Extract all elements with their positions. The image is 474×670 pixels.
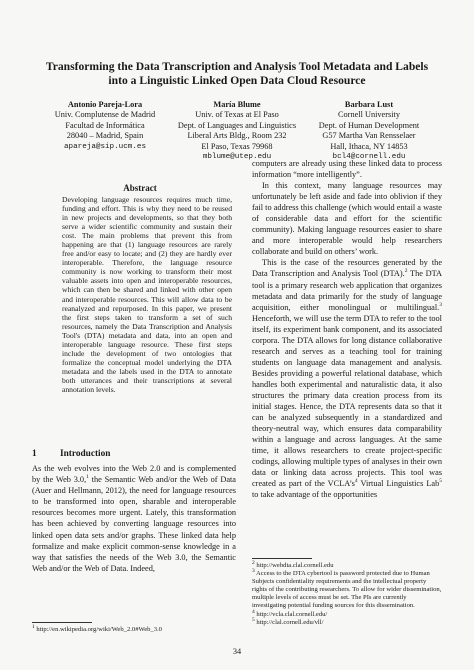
footnote	[252, 559, 442, 570]
right-column	[252, 158, 442, 500]
author-name: María Blume	[213, 100, 261, 109]
intro-text: As the web evolves into the Web 2.0 and is complemented by the Web 3.0,	[32, 464, 236, 485]
paper-title: Transforming the Data Transcription and Analysis Tool Metadata and Labels into a Linguistic Linked Open Data Cloud Resource	[45, 60, 429, 87]
footnote-number: 2	[252, 559, 255, 566]
author-block-1	[30, 100, 180, 152]
paragraph-text: The DTA tool is a primary research web application that organizes metadata and data primarily for the study of language acquisition, either monolingual or multilingual.	[252, 269, 442, 312]
paragraph-text: to take advantage of the opportunities	[252, 490, 378, 500]
paragraph-text: This is the case of the resources generated by the Data Transcription and Analysis Tool (DTA).	[252, 258, 442, 279]
author-email: apareja@sip.ucm.es	[63, 142, 147, 151]
footnote-marker: 1	[86, 474, 89, 481]
footnotes-right	[252, 558, 442, 627]
footnote-number: 1	[32, 623, 35, 630]
footnote-rule	[32, 622, 92, 623]
paragraph-text: Virtual Linguistics Lab	[357, 479, 440, 489]
abstract-body	[62, 195, 232, 394]
paragraph: computers are already using these linked data to process information “more intelligently”.	[252, 159, 442, 180]
author-affiliation-line: El Paso, Texas 79968	[201, 141, 273, 151]
author-affiliation-line: Cornell University	[338, 110, 400, 120]
footnote-marker: 4	[354, 478, 358, 485]
section-number: 1	[32, 449, 37, 459]
author-affiliation-line: Hall, Ithaca, NY 14853	[330, 141, 408, 151]
footnote-link[interactable]: http://webdta.clal.cornell.edu	[256, 562, 334, 569]
author-affiliation-line: Univ. of Texas at El Paso	[195, 110, 279, 120]
footnote-marker: 2	[404, 268, 408, 275]
footnote-text: Access to the DTA cybertool is password protected due to Human Subjects confidentiality requirements and the intellectual property rights of the contributing researchers. To allow for wider dissemination, multiple levels of access must be set. The PIs are currently investigating potential funding sources for this dissemination.	[252, 570, 442, 610]
footnote-marker: 3	[439, 301, 442, 308]
author-email: bcl4@cornell.edu	[332, 153, 406, 162]
footnote-number: 4	[252, 608, 255, 615]
abstract-text: Developing language resources requires much time, funding and effort. This is why they need to be reused in new projects and developments, so that they both serve a wider scientific community and sustain their cost. The main problems that prevent this from happening are that (1) language resources are rarely free and/or easy to locate; and (2) they are hardly ever interoperable. Therefore, the language resource community is now working to transform their most valuable assets into open and interoperable resources, which can then be shared and linked with other open and interoperable resources. This will allow data to be reanalyzed and repurposed. In this paper, we present the first steps taken to transform a set of such resources, namely the Data Transcription and Analysis Tool's (DTA) metadata and data, into an open and interoperable language resource. These first steps include the development of two ontologies that formalize the conceptual model underlying the DTA metadata and the labels used in the DTA to annotate both utterances and their transcriptions at several annotation levels.	[62, 195, 232, 394]
footnote	[32, 623, 236, 634]
author-affiliation-line: Liberal Arts Bldg., Room 232	[187, 131, 287, 141]
page-number: 34	[232, 647, 242, 656]
author-affiliation-line: Univ. Complutense de Madrid	[54, 110, 156, 120]
author-affiliation-line: Dept. of Languages and Linguistics	[177, 120, 297, 130]
author-affiliation-line: Dept. of Human Development	[318, 120, 420, 130]
paragraph	[252, 257, 442, 500]
footnote-link[interactable]: http://clal.cornell.edu/vll/	[256, 618, 324, 626]
author-block-2	[162, 100, 312, 162]
footnote	[252, 567, 442, 610]
footnote-number: 3	[252, 567, 255, 574]
footnote-rule	[252, 558, 312, 559]
paragraph-text: Henceforth, we will use the term DTA to refer to the tool itself, its experiment bank component, and its associated corpora. The DTA allows for long distance collaborative research and serves as a teaching tool for training students on language data management and analysis. Besides providing a powerful relational database, which handles both experimental and naturalistic data, it also structures the primary data creation process from its initial stages. Hence, the DTA represents data so that it can be analyzed subsequently in a standardized and theory-neutral way, which ensures data comparability within a language and across languages. At the same time, it allows researchers to create project-specific codings, allowing multiple types of analyses in their own data or linking data across projects. This tool was created as part of the VCLA’s	[252, 313, 442, 489]
footnotes-left	[32, 622, 236, 634]
footnote-link[interactable]: http://vcla.clal.cornell.edu/	[256, 610, 328, 618]
footnote	[252, 616, 442, 627]
paragraph: In this context, many language resources may unfortunately be left aside and fade into oblivion if they fail to address this challenge (which would entail a waste of considerable data and effort for the scientific community). Making language resources easier to share and more interoperable would help researchers collaborate and build on others’ work.	[252, 181, 442, 257]
intro-text: the Semantic Web and/or the Web of Data (Auer and Hellmann, 2012), the need for language resources to be transformed into open, sharable and interoperable resources becomes more urgent. Lately, this transformation has been achieved by converting language resources into linked open data sets and/or graphs. These linked data help formalize and make explicit common-sense knowledge in a way that satisfies the needs of the Web 3.0, the Semantic Web and/or the Web of Data. Indeed,	[32, 475, 236, 573]
author-affiliation-line: Facultad de Informática	[65, 120, 145, 130]
intro-paragraph	[32, 463, 236, 574]
author-name: Antonio Pareja-Lora	[67, 100, 143, 109]
author-email: mblume@utep.edu	[202, 153, 272, 162]
author-block-3	[294, 100, 444, 162]
section-heading	[32, 449, 110, 459]
footnote-marker: 5	[439, 478, 442, 485]
footnote	[252, 608, 442, 619]
author-affiliation-line: 28040 – Madrid, Spain	[66, 131, 144, 141]
abstract-heading: Abstract	[123, 183, 157, 193]
author-name: Barbara Lust	[344, 100, 394, 109]
footnote-link[interactable]: http://en.wikipedia.org/wiki/Web_2.0#Web_3.0	[36, 626, 162, 633]
section-title: Introduction	[60, 449, 111, 459]
footnote-number: 5	[252, 616, 255, 623]
intro-left-column	[32, 463, 236, 574]
author-affiliation-line: G57 Martha Van Rensselaer	[322, 131, 416, 141]
